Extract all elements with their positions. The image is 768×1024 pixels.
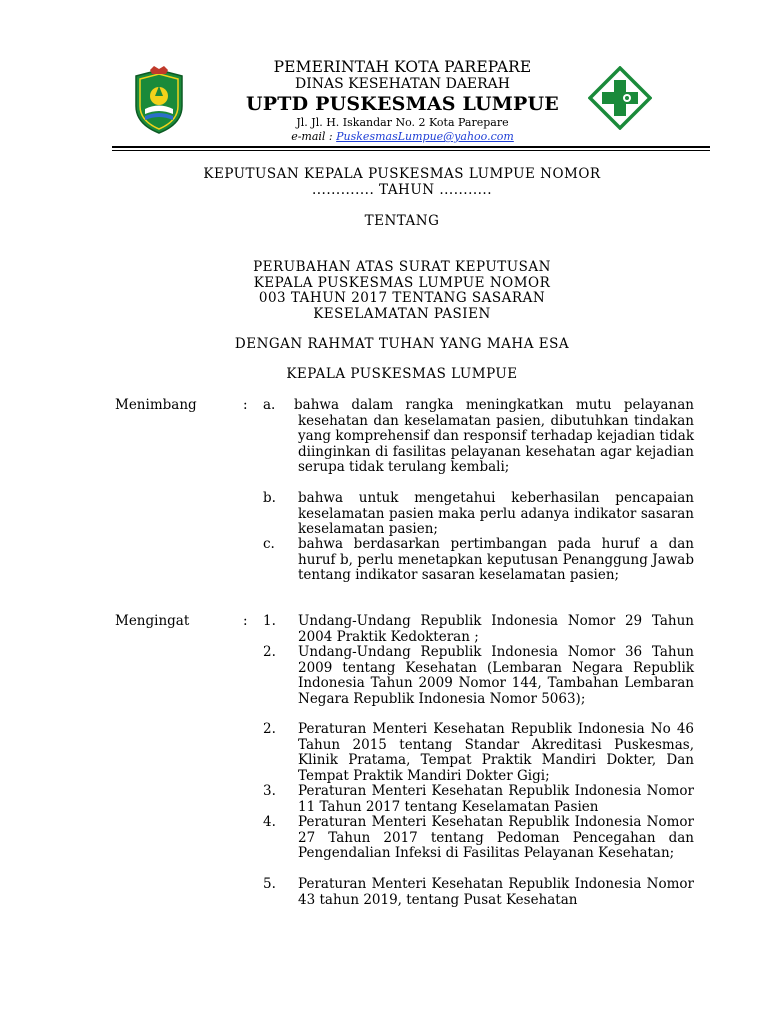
list-item-text: Undang-Undang Republik Indonesia Nomor 36 Tahun 2009 tentang Kesehatan (Lembaran Negara Republik Indonesia Tahun 2009 Nomor 144, Tambahan Lembaran Negara Republik Indonesia Nomor 5063); [298, 644, 694, 707]
mengingat-label: Mengingat [115, 613, 190, 629]
institution-name: UPTD PUSKESMAS LUMPUE [246, 93, 559, 115]
mengingat-colon: : [243, 613, 248, 629]
email-link[interactable]: PuskesmasLumpue@yahoo.com [336, 130, 514, 143]
puskesmas-logo [588, 66, 652, 130]
list-marker: 4. [263, 814, 276, 830]
list-item-text: Undang-Undang Republik Indonesia Nomor 29 Tahun 2004 Praktik Kedokteran ; [298, 613, 694, 645]
decree-subject-line-2: KEPALA PUSKESMAS LUMPUE NOMOR [253, 274, 551, 291]
list-item-text: Peraturan Menteri Kesehatan Republik Indonesia Nomor 27 Tahun 2017 tentang Pedoman Pencegahan dan Pengendalian Infeksi di Fasilitas Pelayanan Kesehatan; [298, 814, 694, 862]
decree-subject-line-4: KESELAMATAN PASIEN [313, 305, 491, 322]
list-item-text: bahwa berdasarkan pertimbangan pada huruf a dan huruf b, perlu menetapkan keputusan Penanggung Jawab tentang indikator sasaran keselamatan pasien; [298, 536, 694, 584]
menimbang-colon: : [243, 397, 248, 413]
tentang-heading: TENTANG [364, 213, 440, 229]
list-marker: 5. [263, 876, 276, 892]
list-marker: b. [263, 490, 276, 506]
list-marker: 2. [263, 721, 276, 737]
invocation: DENGAN RAHMAT TUHAN YANG MAHA ESA [234, 336, 570, 352]
decree-subject-line-3: 003 TAHUN 2017 TENTANG SASARAN [258, 290, 546, 306]
decree-title [100, 167, 704, 198]
email-line [200, 130, 605, 144]
letterhead [0, 0, 768, 150]
list-item-text: bahwa untuk mengetahui keberhasilan pencapaian keselamatan pasien maka perlu adanya indikator sasaran keselamatan pasien; [298, 490, 694, 538]
letterhead-rule [112, 146, 710, 148]
issuing-official: KEPALA PUSKESMAS LUMPUE [286, 366, 518, 382]
decree-number-line: ............. TAHUN ........... [311, 181, 493, 198]
list-item-text: Peraturan Menteri Kesehatan Republik Indonesia Nomor 43 tahun 2019, tentang Pusat Kesehatan [298, 876, 694, 908]
list-marker: a. [263, 397, 276, 413]
decree-subject-line-1: PERUBAHAN ATAS SURAT KEPUTUSAN [253, 259, 551, 275]
list-item-text: Peraturan Menteri Kesehatan Republik Indonesia Nomor 11 Tahun 2017 tentang Keselamatan Pasien [298, 783, 694, 815]
government-name: PEMERINTAH KOTA PAREPARE [273, 58, 532, 76]
address: Jl. Jl. H. Iskandar No. 2 Kota Parepare [296, 116, 509, 129]
decree-title-line-1: KEPUTUSAN KEPALA PUSKESMAS LUMPUE NOMOR [203, 166, 601, 182]
letterhead-rule-thin [112, 150, 710, 151]
list-marker: 2. [263, 644, 276, 660]
list-item-text: bahwa dalam rangka meningkatkan mutu pelayanan kesehatan dan keselamatan pasien, dibutuhkan tindakan yang komprehensif dan responsif terhadap kejadian tidak diinginkan di fasilitas pelayanan kesehatan agar kejadian serupa tidak terulang kembali; [294, 397, 694, 476]
decree-subject [100, 260, 704, 322]
email-label: e-mail : [291, 130, 337, 143]
list-marker: 1. [263, 613, 276, 629]
letterhead-text [200, 58, 605, 144]
agency-name: DINAS KESEHATAN DAERAH [295, 76, 510, 92]
list-marker: c. [263, 536, 275, 552]
list-item-text: Peraturan Menteri Kesehatan Republik Indonesia No 46 Tahun 2015 tentang Standar Akreditasi Puskesmas, Klinik Pratama, Tempat Praktik Mandiri Dokter, Dan Tempat Praktik Mandiri Dokter Gigi; [298, 721, 694, 784]
city-emblem-logo [128, 66, 190, 136]
menimbang-label: Menimbang [115, 397, 197, 413]
list-marker: 3. [263, 783, 276, 799]
